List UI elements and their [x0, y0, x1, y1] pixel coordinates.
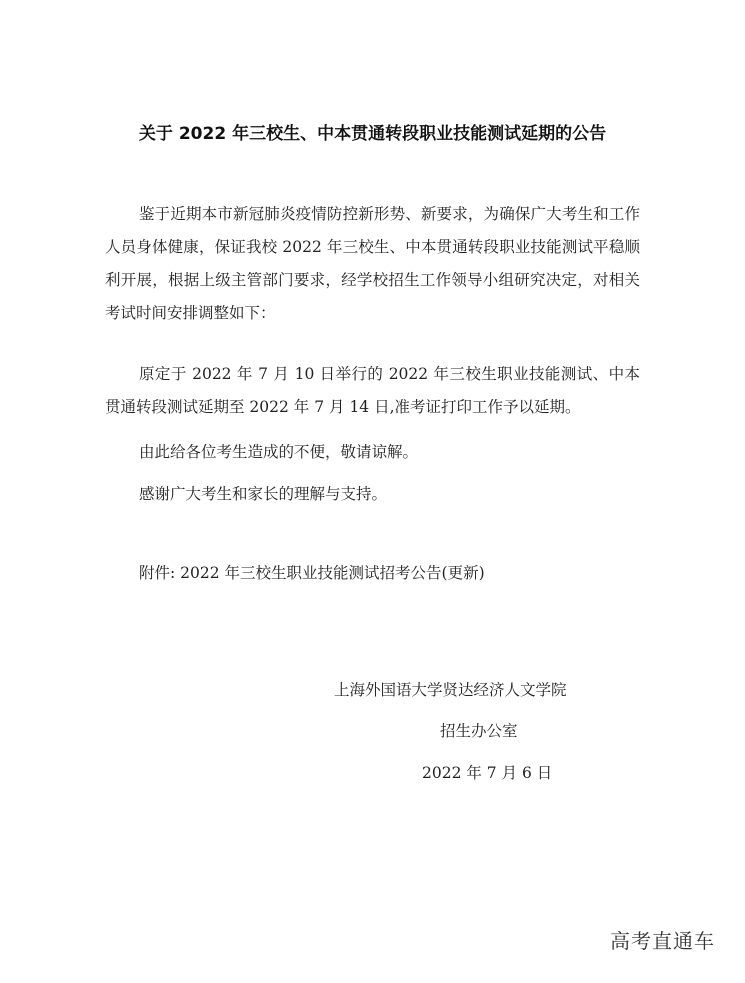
signature-organization: 上海外国语大学贤达经济人文学院 [334, 681, 567, 699]
paragraph-postponement: 原定于 2022 年 7 月 10 日举行的 2022 年三校生职业技能测试、中本贯通转段测试延期至 2022 年 7 月 14 日,准考证打印工作予以延期。 [105, 365, 640, 416]
signature-department: 招生办公室 [440, 722, 518, 740]
page-title: 关于 2022 年三校生、中本贯通转段职业技能测试延期的公告 [138, 124, 607, 144]
paragraph-apology: 由此给各位考生造成的不便，敬请谅解。 [139, 443, 419, 461]
watermark-text: 高考直通车 [610, 929, 715, 953]
paragraph-background: 鉴于近期本市新冠肺炎疫情防控新形势、新要求，为确保广大考生和工作人员身体健康，保证我校 2022 年三校生、中本贯通转段职业技能测试平稳顺利开展，根据上级主管部门要求，经学校招生工作领导小组研究决定，对相关考试时间安排调整如下： [105, 205, 640, 322]
signature-date: 2022 年 7 月 6 日 [422, 764, 553, 782]
paragraph-thanks: 感谢广大考生和家长的理解与支持。 [139, 485, 388, 503]
attachment-line: 附件: 2022 年三校生职业技能测试招考公告(更新) [139, 564, 485, 582]
